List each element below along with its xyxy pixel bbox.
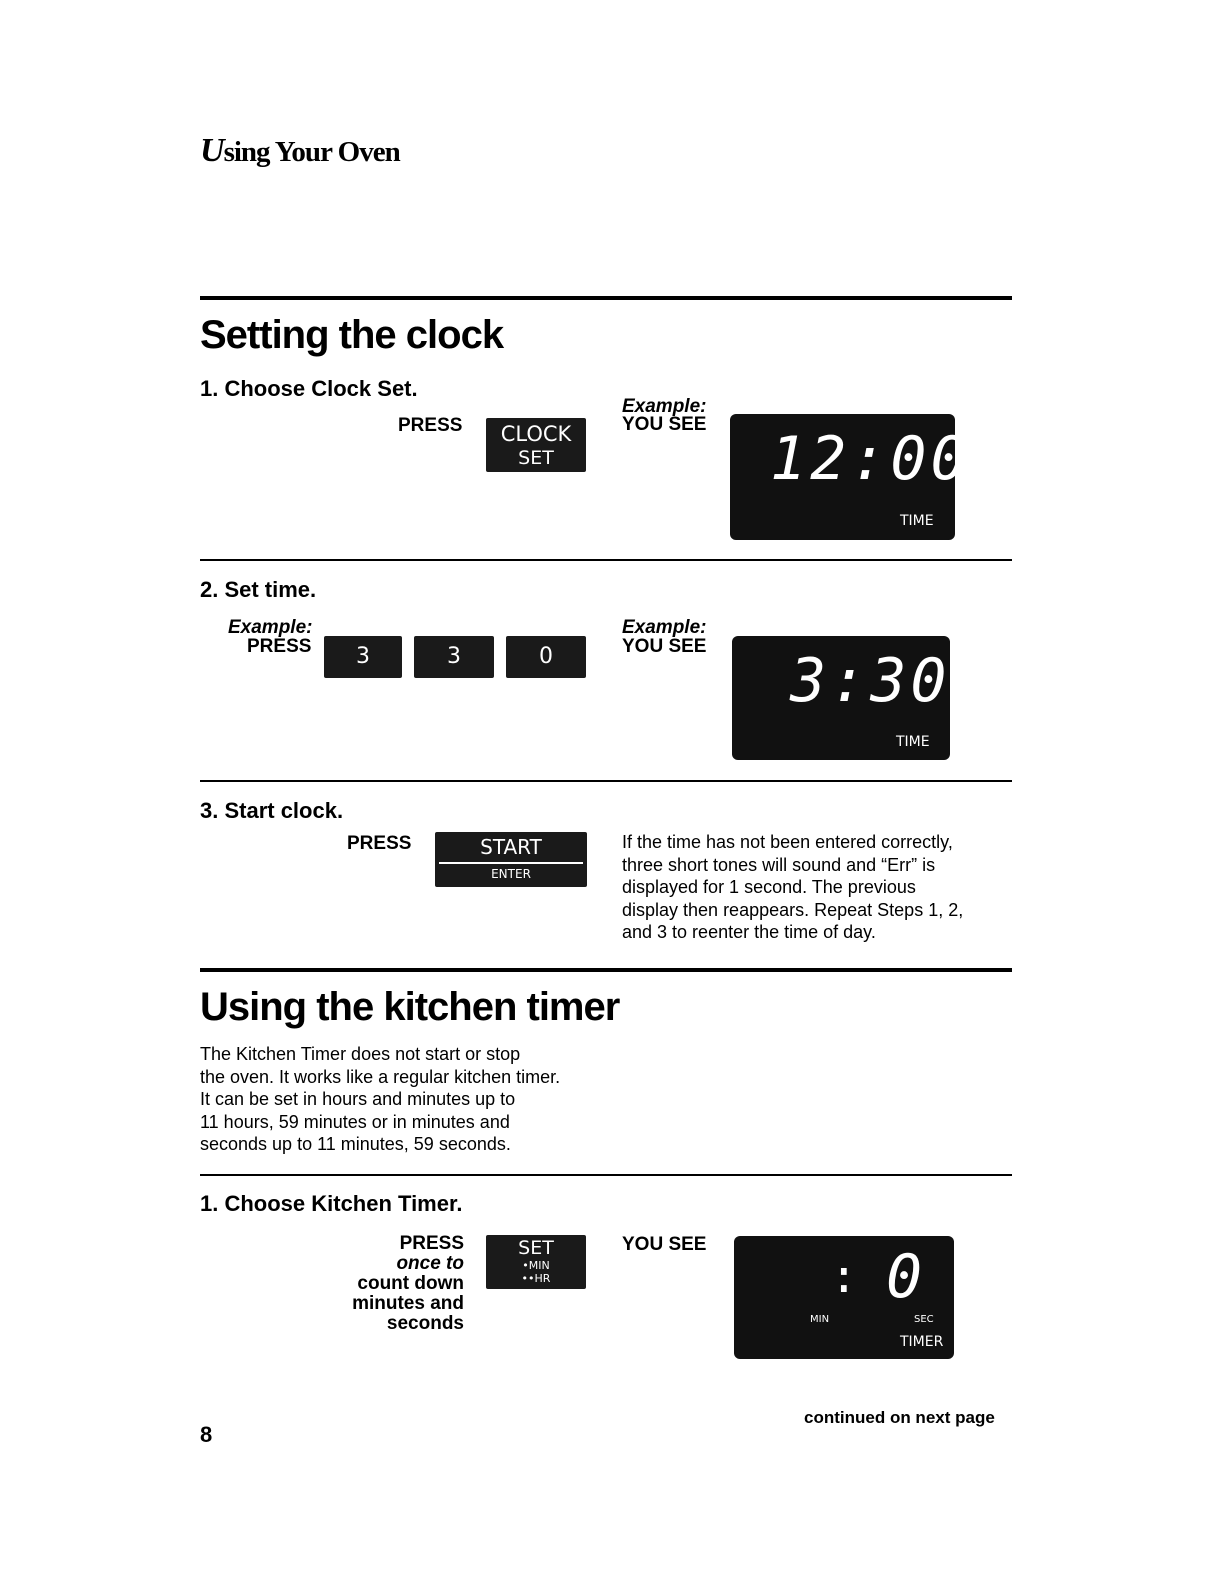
start-button-label: START	[480, 835, 542, 859]
example-label: Example:	[622, 396, 707, 417]
number-key-0[interactable]: 0	[506, 636, 586, 678]
press-line: PRESS	[399, 1233, 464, 1254]
press-line-once: once to	[396, 1253, 464, 1274]
press-label-3: PRESS	[347, 833, 412, 854]
clock-display-1200	[730, 414, 971, 540]
section-title-timer: Using the kitchen timer	[200, 985, 620, 1029]
set-min-hr-button[interactable]	[486, 1235, 586, 1289]
enter-button-label: ENTER	[491, 867, 531, 881]
press-line: minutes and	[352, 1293, 464, 1314]
example-label-left: Example:	[228, 617, 313, 638]
start-enter-button[interactable]	[435, 832, 587, 887]
display-time-value-2: 3:30	[790, 646, 951, 716]
clock-set-button-line2: SET	[518, 447, 554, 469]
clock-set-button[interactable]	[486, 418, 586, 472]
header-title-text: sing Your Oven	[223, 136, 400, 168]
display-time-label: TIME	[900, 513, 934, 529]
note-line: display then reappears. Repeat Steps 1, 2,	[622, 899, 964, 920]
header-initial: U	[200, 132, 224, 169]
number-key-3-second[interactable]: 3	[414, 636, 494, 678]
intro-line: seconds up to 11 minutes, 59 seconds.	[200, 1134, 511, 1154]
example-label-2: Example:	[622, 617, 707, 638]
clock-display-330	[732, 636, 950, 760]
timer-display	[734, 1236, 954, 1359]
page-number: 8	[200, 1422, 213, 1447]
intro-line: It can be set in hours and minutes up to	[200, 1089, 516, 1109]
display-timer-value: 0	[886, 1242, 927, 1312]
step-divider-2	[200, 780, 1012, 782]
step-start-clock: 3. Start clock.	[200, 798, 344, 823]
timer-intro	[200, 1043, 620, 1156]
you-see-label-3: YOU SEE	[622, 1234, 707, 1255]
timer-press-instructions	[300, 1234, 464, 1334]
display-min-label: MIN	[810, 1314, 830, 1325]
number-key-3[interactable]: 3	[324, 636, 402, 678]
display-sec-label: SEC	[914, 1314, 934, 1325]
step-choose-clock-set: 1. Choose Clock Set.	[200, 376, 418, 401]
section-title-clock: Setting the clock	[200, 313, 504, 357]
set-button-hr: ••HR	[521, 1272, 551, 1285]
error-note	[622, 831, 1012, 944]
display-time-value: 12:00	[770, 424, 971, 494]
note-line: displayed for 1 second. The previous	[622, 877, 916, 897]
step-divider-3	[200, 1174, 1012, 1176]
set-button-label: SET	[518, 1237, 554, 1259]
you-see-label: YOU SEE	[622, 414, 707, 435]
intro-line: The Kitchen Timer does not start or stop	[200, 1044, 521, 1064]
display-timer-label: TIMER	[900, 1334, 944, 1350]
clock-set-button-line1: CLOCK	[500, 422, 572, 446]
step-choose-kitchen-timer: 1. Choose Kitchen Timer.	[200, 1191, 463, 1216]
intro-line: 11 hours, 59 minutes or in minutes and	[200, 1111, 510, 1132]
continued-note: continued on next page	[804, 1408, 995, 1427]
page-header	[200, 132, 400, 170]
display-colon: :	[830, 1249, 862, 1303]
press-line: seconds	[386, 1313, 464, 1334]
you-see-label-2: YOU SEE	[622, 636, 707, 657]
press-label-2: PRESS	[247, 636, 312, 657]
set-button-min: •MIN	[522, 1259, 550, 1272]
section-rule-2	[200, 968, 1012, 972]
note-line: three short tones will sound and “Err” is	[622, 854, 936, 875]
step-divider	[200, 559, 1012, 561]
intro-line: the oven. It works like a regular kitchen timer.	[200, 1066, 561, 1087]
step-set-time: 2. Set time.	[200, 577, 317, 602]
note-line: If the time has not been entered correctly,	[622, 832, 953, 852]
display-time-label-2: TIME	[896, 734, 930, 750]
note-line: and 3 to reenter the time of day.	[622, 922, 876, 942]
section-rule	[200, 296, 1012, 300]
press-line: count down	[357, 1273, 464, 1294]
press-label: PRESS	[398, 415, 463, 436]
